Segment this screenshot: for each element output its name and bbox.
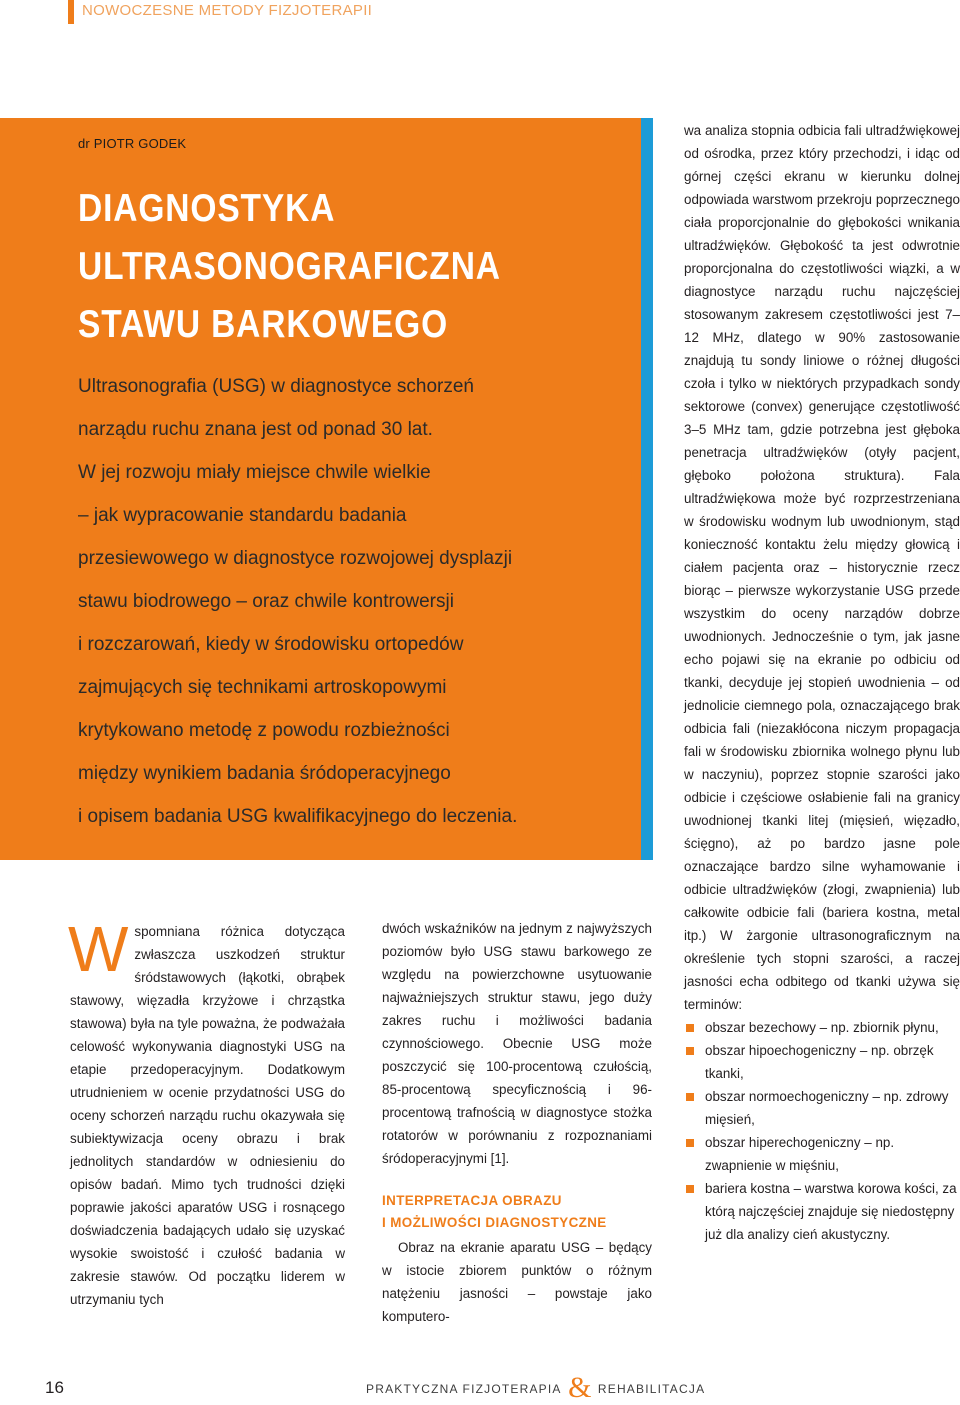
title-line: ULTRASONOGRAFICZNA bbox=[78, 245, 501, 288]
body-column-1 bbox=[68, 913, 345, 1311]
lead-line: Ultrasonografia (USG) w diagnostyce schorzeń bbox=[78, 376, 475, 397]
list-item bbox=[684, 1131, 960, 1177]
list-item bbox=[684, 1016, 960, 1039]
bullet-square-icon bbox=[686, 1024, 694, 1032]
article-title bbox=[78, 180, 501, 354]
journal-name-part: PRAKTYCZNA FIZJOTERAPIA bbox=[366, 1382, 562, 1396]
drop-cap: W bbox=[68, 913, 129, 985]
journal-name-part: REHABILITACJA bbox=[597, 1382, 706, 1396]
section-heading-line: INTERPRETACJA OBRAZU bbox=[382, 1193, 562, 1208]
list-item-text: obszar hipoechogeniczny – np. obrzęk tkanki, bbox=[705, 1043, 934, 1081]
lead-line: stawu biodrowego – oraz chwile kontrowersji bbox=[78, 591, 454, 612]
bullet-square-icon bbox=[686, 1093, 694, 1101]
body-column-3 bbox=[684, 119, 960, 1246]
author: dr PIOTR GODEK bbox=[78, 136, 187, 151]
hero-accent-stripe bbox=[641, 118, 653, 860]
section-heading-line: I MOŻLIWOŚCI DIAGNOSTYCZNE bbox=[382, 1215, 607, 1230]
journal-ampersand: & bbox=[568, 1371, 592, 1404]
body-text: spomniana różnica dotycząca zwłaszcza uszkodzeń struktur śródstawowych (łąkotki, obrąbek stawowy, więzadła krzyżowe i chrząstka stawowa) była na tyle poważna, że podważała celowość wykonywania diagnostyki USG na etapie przedoperacyjnym. Dodatkowym utrudnieniem w ocenie przydatności USG do oceny schorzeń narządu ruchu okazywała się subiektywizacja oceny obrazu i brak jednolitych standardów w odniesieniu do opisów badań. Mimo tych trudności dzięki poprawie jakości aparatów USG i rosnącego doświadczenia badających udało się uzyskać wysokie swoistość i czułość badania w zakresie stawów. Od początku liderem w utrzymaniu tych bbox=[70, 924, 345, 1307]
list-item bbox=[684, 1039, 960, 1085]
lead-line: między wynikiem badania śródoperacyjnego bbox=[78, 763, 451, 784]
body-paragraph: Obraz na ekranie aparatu USG – będący w istocie zbiorem punktów o różnym natężeniu jasności – powstaje jako komputero- bbox=[382, 1240, 652, 1324]
page-number: 16 bbox=[45, 1378, 64, 1397]
journal-name bbox=[366, 1371, 705, 1405]
list-item bbox=[684, 1177, 960, 1246]
title-line: STAWU BARKOWEGO bbox=[78, 303, 449, 346]
body-paragraph: dwóch wskaźników na jednym z najwyższych poziomów było USG stawu barkowego ze względu na powierzchowne usytuowanie najważniejszych struktur stawu, jego duży zakres ruchu i możliwości badania czynnościowego. Obecnie USG może poszczycić się 100-procentową czułością, 85-procentową specyficznością i 96-procentową trafnością w diagnostyce stożka rotatorów w porównaniu z rozpoznaniami śródoperacyjnymi [1]. bbox=[382, 921, 652, 1166]
list-item bbox=[684, 1085, 960, 1131]
lead-line: zajmujących się technikami artroskopowymi bbox=[78, 677, 447, 698]
list-item-text: obszar normoechogeniczny – np. zdrowy mięsień, bbox=[705, 1089, 949, 1127]
header-accent-bar bbox=[68, 0, 74, 24]
list-item-text: obszar hiperechogeniczny – np. zwapnienie w mięśniu, bbox=[705, 1135, 895, 1173]
bullet-square-icon bbox=[686, 1047, 694, 1055]
list-item-text: bariera kostna – warstwa korowa kości, za którą najczęściej znajduje się niedostępny już dla analizy cień akustyczny. bbox=[705, 1181, 957, 1242]
body-column-2 bbox=[382, 917, 652, 1328]
lead-line: i rozczarowań, kiedy w środowisku ortopedów bbox=[78, 634, 464, 655]
title-line: DIAGNOSTYKA bbox=[78, 187, 336, 230]
section-label: NOWOCZESNE METODY FIZJOTERAPII bbox=[82, 2, 373, 19]
lead-line: narządu ruchu znana jest od ponad 30 lat. bbox=[78, 419, 433, 440]
bullet-square-icon bbox=[686, 1185, 694, 1193]
lead-paragraph bbox=[78, 365, 638, 838]
lead-line: i opisem badania USG kwalifikacyjnego do leczenia. bbox=[78, 806, 518, 827]
lead-line: przesiewowego w diagnostyce rozwojowej dysplazji bbox=[78, 548, 513, 569]
lead-line: krytykowano metodę z powodu rozbieżności bbox=[78, 720, 450, 741]
bullet-square-icon bbox=[686, 1139, 694, 1147]
lead-line: W jej rozwoju miały miejsce chwile wielkie bbox=[78, 462, 431, 483]
lead-line: – jak wypracowanie standardu badania bbox=[78, 505, 407, 526]
section-heading bbox=[382, 1190, 652, 1234]
body-paragraph bbox=[68, 913, 345, 1311]
list-item-text: obszar bezechowy – np. zbiornik płynu, bbox=[705, 1020, 939, 1035]
body-paragraph: wa analiza stopnia odbicia fali ultradźwiękowej od ośrodka, przez który przechodzi, i idąc od górnej części ekranu w kierunku dolnej odpowiada warstwom przekroju poprzecznego ciała proporcjonalnie do głębokości wnikania ultradźwięków. Głębokość ta jest odwrotnie proporcjonalna do częstotliwości wiązki, a w diagnostyce narządu ruchu najczęściej stosowanym zakresem częstotliwości jest 7–12 MHz, dlatego w 90% zastosowanie znajdują tu sondy liniowe o różnej długości czoła i tylko w niektórych przypadkach sondy sektorowe (convex) generujące częstotliwość 3–5 MHz tam, gdzie potrzebna jest głęboka penetracja ultradźwięków (otyły pacjent, głęboko położona struktura). Fala ultradźwiękowa może być rozprzestrzeniana w środowisku wodnym lub uwodnionym, stąd konieczność kontaktu żelu między głowicą i ciałem pacjenta oraz – historycznie rzecz biorąc – pierwsze wykorzystanie USG przede wszystkim do oceny narządów dobrze uwodnionych. Jednocześnie o tym, jak jasne echo pojawi się na ekranie po odbiciu od tkanki, decyduje jej stopień uwodnienia – od jednolicie ciemnego pola, oznaczającego brak odbicia fali (niezakłócona niczym propagacja fali w środowisku zbiornika wolnego płynu lub w naczyniu), poprzez stopnie szarości jako odbicie i częściowe osłabienie fali na granicy uwodnionej tkanki litej (mięsień, więzadło, ścięgno), aż po bardzo jasne pole oznaczające bardzo silne wyhamowanie i odbicie ultradźwięków (złogi, zwapnienia) lub całkowite odbicie fali (bariera kostna, metal itp.) W żargonie ultrasonograficznym na określenie tych stopni szarości, a raczej jasności echa odbitego od tkanki używa się terminów: bbox=[684, 123, 960, 1012]
terms-list bbox=[684, 1016, 960, 1246]
